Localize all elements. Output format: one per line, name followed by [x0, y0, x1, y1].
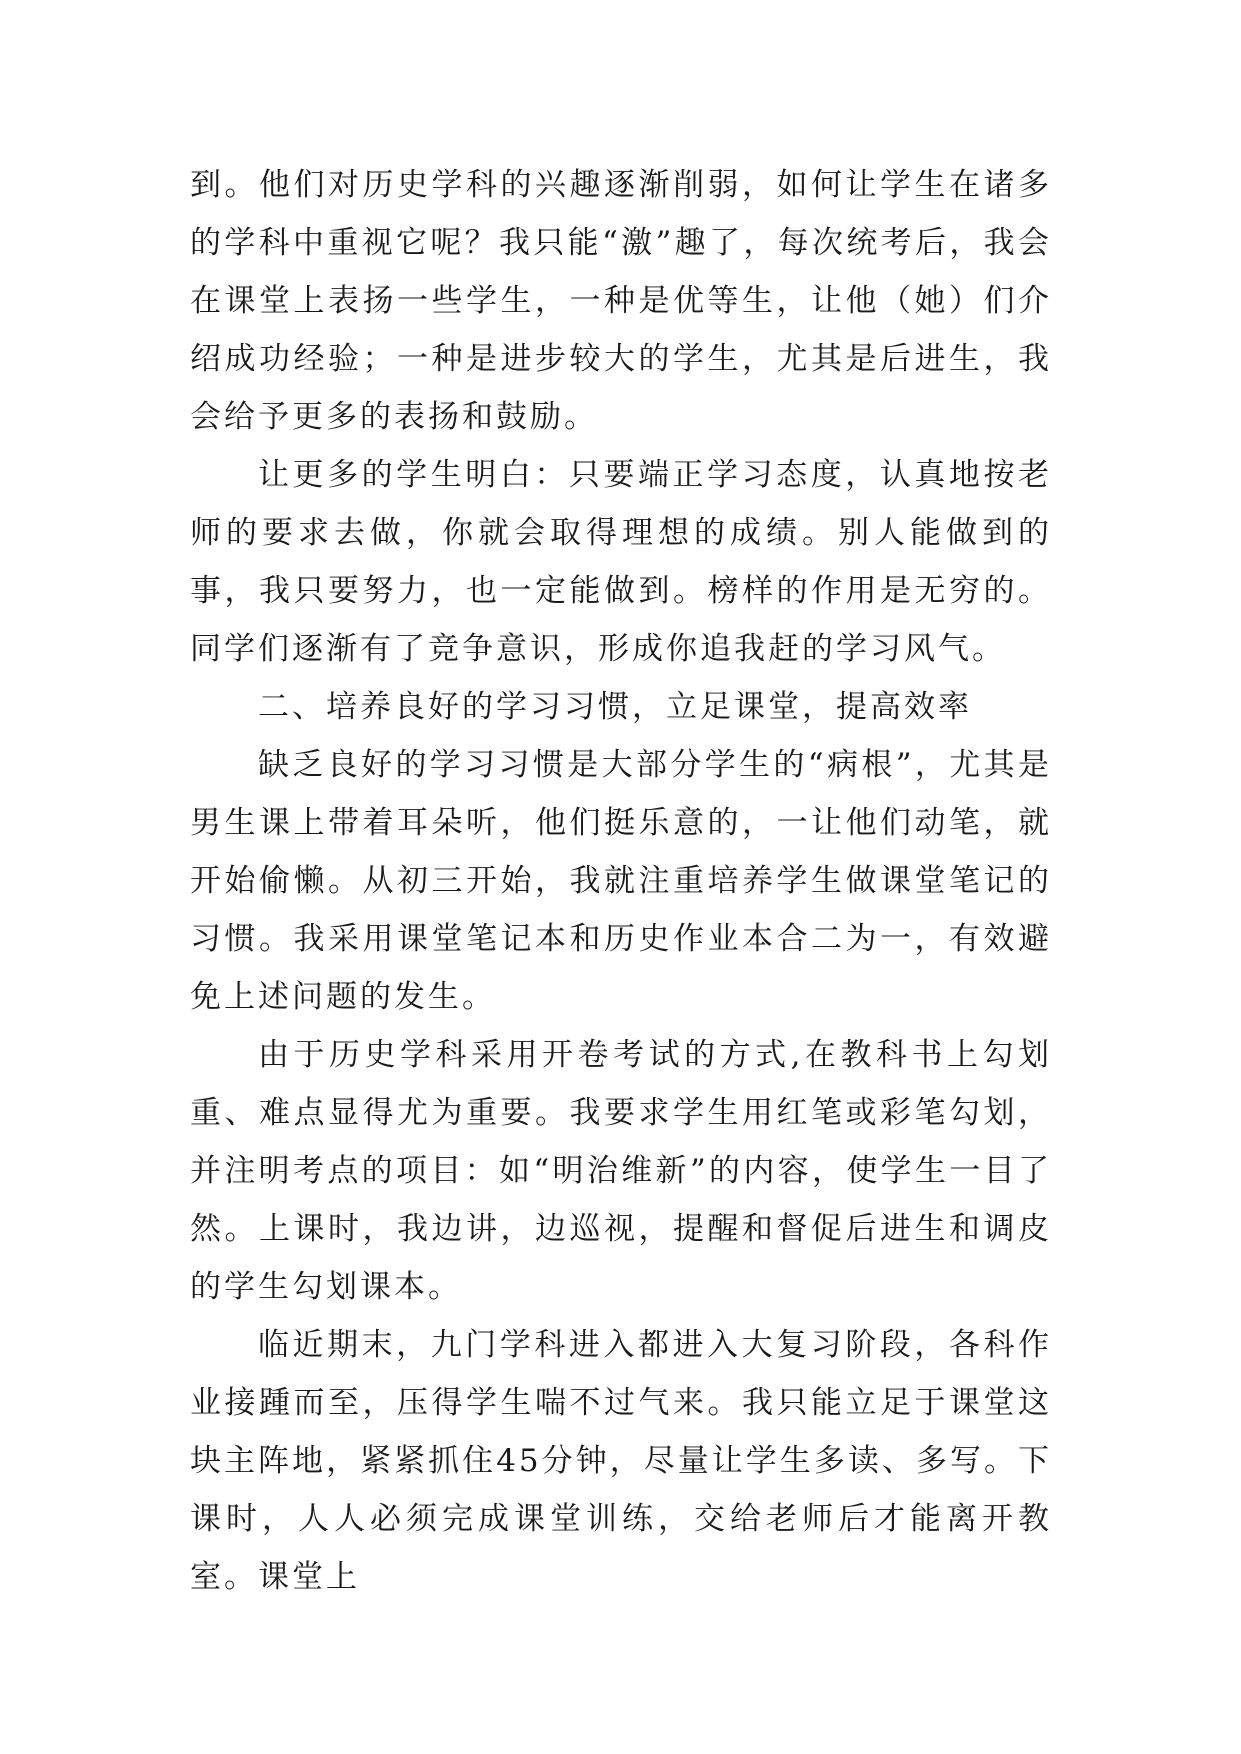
- paragraph-3: 缺乏良好的学习习惯是大部分学生的“病根”，尤其是男生课上带着耳朵听，他们挺乐意的，一让他们动笔，就开始偷懒。从初三开始，我就注重培养学生做课堂笔记的习惯。我采用课堂笔记本和历史作业本合二为一，有效避免上述问题的发生。: [190, 747, 1052, 1015]
- paragraph-1: 到。他们对历史学科的兴趣逐渐削弱，如何让学生在诸多的学科中重视它呢？我只能“激”趣了，每次统考后，我会在课堂上表扬一些学生，一种是优等生，让他（她）们介绍成功经验；一种是进步较大的学生，尤其是后进生，我会给予更多的表扬和鼓励。: [190, 167, 1052, 435]
- paragraph-5: 临近期末，九门学科进入都进入大复习阶段，各科作业接踵而至，压得学生喘不过气来。我只能立足于课堂这块主阵地，紧紧抓住45分钟，尽量让学生多读、多写。下课时，人人必须完成课堂训练，交给老师后才能离开教室。课堂上: [190, 1327, 1052, 1595]
- document-body: [190, 156, 1052, 1606]
- paragraph-2: 让更多的学生明白：只要端正学习态度，认真地按老师的要求去做，你就会取得理想的成绩。别人能做到的事，我只要努力，也一定能做到。榜样的作用是无穷的。同学们逐渐有了竞争意识，形成你追我赶的学习风气。: [190, 457, 1052, 667]
- paragraph-4: 由于历史学科采用开卷考试的方式,在教科书上勾划重、难点显得尤为重要。我要求学生用红笔或彩笔勾划，并注明考点的项目：如“明治维新”的内容，使学生一目了然。上课时，我边讲，边巡视，提醒和督促后进生和调皮的学生勾划课本。: [190, 1037, 1052, 1305]
- section-heading: 二、培养良好的学习习惯，立足课堂，提高效率: [258, 689, 972, 725]
